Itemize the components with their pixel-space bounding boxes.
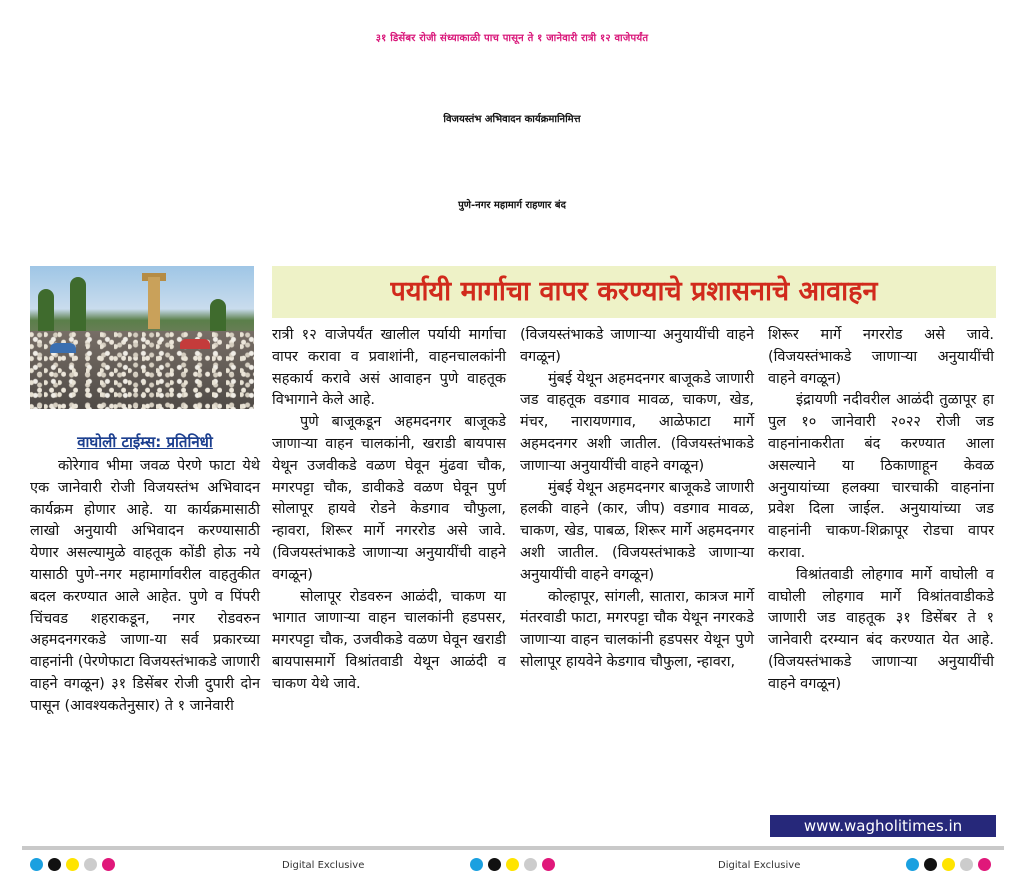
news-photo xyxy=(30,266,254,409)
paragraph: शिरूर मार्गे नगररोड असे जावे. (विजयस्तंभाकडे जाणाऱ्या अनुयायींची वाहने वगळून) xyxy=(768,327,994,387)
registration-dot xyxy=(542,858,555,871)
headline-line-1: विजयस्तंभ अभिवादन कार्यक्रमानिमित्त xyxy=(443,114,581,125)
registration-dot xyxy=(942,858,955,871)
paragraph: विश्रांतवाडी लोहगाव मार्गे वाघोली व वाघोली लोहगाव मार्गे विश्रांतवाडीकडे जाणारी जड वाहतूक ३१ डिसेंबर ते १ जानेवारी दरम्यान बंद करण्यात येत आहे. (विजयस्तंभाकडे जाणाऱ्या अनुयायींची वाहने वगळून) xyxy=(768,566,994,692)
website-banner: www.wagholitimes.in xyxy=(770,815,996,837)
registration-dot xyxy=(488,858,501,871)
paragraph: सोलापूर रोडवरुन आळंदी, चाकण या भागात जाणाऱ्या वाहन चालकांनी हडपसर, मगरपट्टा चौक, उजवीकडे वळण घेवून खराडी बायपासमार्गे विश्रांतवाडी येथून आळंदी व चाकण येथे जावे. xyxy=(272,588,506,692)
subheadline-banner: पर्यायी मार्गाचा वापर करण्याचे प्रशासनाचे आवाहन xyxy=(272,266,996,318)
paragraph: मुंबई येथून अहमदनगर बाजूकडे जाणारी जड वाहतूक वडगाव मावळ, चाकण, खेड, मंचर, नारायणगाव, आळेफाटा मार्गे अहमदनगर अशी जातील. (विजयस्तंभाकडे जाणाऱ्या अनुयायींची वाहने वगळून) xyxy=(520,370,754,474)
kicker-line: ३१ डिसेंबर रोजी संध्याकाळी पाच पासून ते १ जानेवारी रात्री १२ वाजेपर्यंत xyxy=(375,33,649,44)
registration-dot xyxy=(906,858,919,871)
registration-dot xyxy=(66,858,79,871)
registration-dot xyxy=(506,858,519,871)
registration-dot xyxy=(84,858,97,871)
footer-divider xyxy=(22,846,1004,850)
article-column-1 xyxy=(30,456,260,718)
registration-dot xyxy=(30,858,43,871)
registration-dot xyxy=(978,858,991,871)
article-column-3 xyxy=(520,325,754,674)
registration-dot xyxy=(524,858,537,871)
registration-marks-right xyxy=(906,858,991,871)
paragraph: कोरेगाव भीमा जवळ पेरणे फाटा येथे एक जानेवारी रोजी विजयस्तंभ अभिवादन कार्यक्रम होणार आहे. या कार्यक्रमासाठी लाखो अनुयायी अभिवादन करण्यासाठी येणार असल्यामुळे वाहतूक कोंडी होऊ नये यासाठी पुणे-नगर महामार्गावरील वाहतुकीत बदल करण्यात आले आहेत. पुणे व पिंपरी चिंचवड शहराकडून, नगर रोडवरुन अहमदनगरकडे जाणा-या सर्व प्रकारच्या वाहनांनी (पेरणेफाटा विजयस्तंभाकडे जाणारी वाहने वगळून) ३१ डिसेंबर रोजी दुपारी दोन पासून (आवश्यकतेनुसार) ते १ जानेवारी xyxy=(30,458,260,714)
registration-dot xyxy=(470,858,483,871)
paragraph: रात्री १२ वाजेपर्यंत खालील पर्यायी मार्गाचा वापर करावा व प्रवाशांनी, वाहनचालकांनी सहकार्य करावे असं आवाहन पुणे वाहतूक विभागाने केले आहे. xyxy=(272,327,506,409)
footer-label-left: Digital Exclusive xyxy=(282,860,365,871)
article-column-2 xyxy=(272,325,506,696)
article-column-4 xyxy=(768,325,994,696)
registration-dot xyxy=(102,858,115,871)
paragraph: पुणे बाजूकडून अहमदनगर बाजूकडे जाणाऱ्या वाहन चालकांनी, खराडी बायपास येथून उजवीकडे वळण घेवून मुंढवा चौक, मगरपट्टा चौक, डावीकडे वळण घेवून पुर्ण सोलापूर हायवे रोडने केडगाव चौफुला, न्हावरा, शिरूर मार्गे नगररोड असे जावे. (विजयस्तंभाकडे जाणाऱ्या अनुयायींची वाहने वगळून) xyxy=(272,414,506,583)
registration-dot xyxy=(48,858,61,871)
paragraph: (विजयस्तंभाकडे जाणाऱ्या अनुयायींची वाहने वगळून) xyxy=(520,327,754,365)
photo-tent xyxy=(180,339,210,349)
registration-marks-center xyxy=(470,858,555,871)
registration-dot xyxy=(960,858,973,871)
footer-label-right: Digital Exclusive xyxy=(718,860,801,871)
registration-marks-left xyxy=(30,858,115,871)
photo-tent xyxy=(50,343,76,353)
paragraph: मुंबई येथून अहमदनगर बाजूकडे जाणारी हलकी वाहने (कार, जीप) वडगाव मावळ, चाकण, खेड, पाबळ, शिरूर मार्गे अहमदनगर अशी जातील. (विजयस्तंभाकडे जाणाऱ्या अनुयायींची वाहने वगळून) xyxy=(520,479,754,583)
photo-pillar xyxy=(148,277,160,329)
paragraph: इंद्रायणी नदीवरील आळंदी तुळापूर हा पुल १० जानेवारी २०२२ रोजी जड वाहनांनाकरीता बंद करण्यात आला असल्याने या ठिकाणाहून केवळ अनुयायांच्या हलक्या चारचाकी वाहनांना प्रवेश दिला जाईल. अनुयायांच्या जड वाहनांनी चाकण-शिक्रापूर रोडचा वापर करावा. xyxy=(768,392,994,561)
paragraph: कोल्हापूर, सांगली, सातारा, कात्रज मार्गे मंतरवाडी फाटा, मगरपट्टा चौक येथून नगरकडे जाणाऱ्या वाहन चालकांनी हडपसर येथून पुणे सोलापूर हायवेने केडगाव चौफुला, न्हावरा, xyxy=(520,588,754,670)
byline: वाघोली टाईम्स: प्रतिनिधी xyxy=(77,433,213,451)
headline-line-2: पुणे-नगर महामार्ग राहणार बंद xyxy=(458,200,566,211)
registration-dot xyxy=(924,858,937,871)
